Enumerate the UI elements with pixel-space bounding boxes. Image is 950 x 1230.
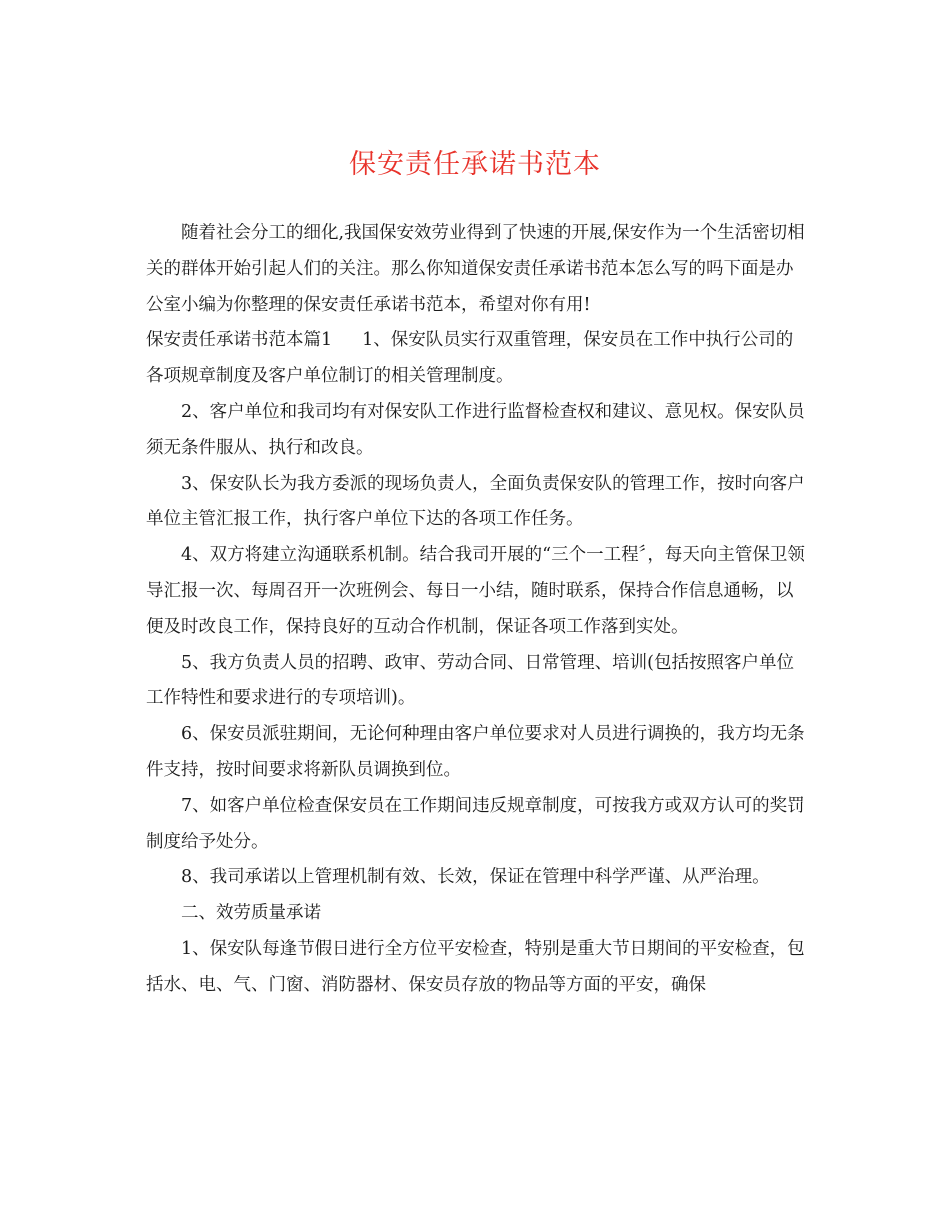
item-7-paragraph: 7、如客户单位检查保安员在工作期间违反规章制度，可按我方或双方认可的奖罚制度给予处分。 (146, 795, 805, 852)
item-6-paragraph: 6、保安员派驻期间，无论何种理由客户单位要求对人员进行调换的，我方均无条件支持，按时间要求将新队员调换到位。 (146, 724, 805, 780)
section-2-heading: 二、效劳质量承诺 (181, 903, 321, 924)
document-title: 保安责任承诺书范本 (349, 149, 601, 180)
section-label: 保安责任承诺书范本篇1 (146, 330, 333, 351)
item-3-paragraph: 3、保安队长为我方委派的现场负责人，全面负责保安队的管理工作，按时向客户单位主管汇报工作，执行客户单位下达的各项工作任务。 (146, 473, 805, 530)
item-2-paragraph: 2、客户单位和我司均有对保安队工作进行监督检查权和建议、意见权。保安队员须无条件服从、执行和改良。 (146, 401, 805, 458)
item-4-paragraph: 4、双方将建立沟通联系机制。结合我司开展的“三个一工程〞，每天向主管保卫领导汇报一次、每周召开一次班例会、每日一小结，随时联系，保持合作信息通畅，以便及时改良工作，保持良好的互动合作机制，保证各项工作落到实处。 (146, 545, 805, 637)
item-1-text: 1、保安队员实行双重管理，保安员在工作中执行公司的各项规章制度及客户单位制订的相关管理制度。 (146, 330, 794, 387)
item-5-paragraph: 5、我方负责人员的招聘、政审、劳动合同、日常管理、培训(包括按照客户单位工作特性和要求进行的专项培训)。 (146, 652, 794, 709)
document-body (146, 216, 806, 1004)
item-2-1-paragraph: 1、保安队每逢节假日进行全方位平安检查，特别是重大节日期间的平安检查，包括水、电、气、门窗、消防器材、保安员存放的物品等方面的平安，确保 (146, 938, 805, 995)
item-8-paragraph: 8、我司承诺以上管理机制有效、长效，保证在管理中科学严谨、从严治理。 (181, 867, 770, 888)
section-1-paragraph (146, 323, 806, 395)
intro-paragraph: 随着社会分工的细化,我国保安效劳业得到了快速的开展,保安作为一个生活密切相关的群体开始引起人们的关注。那么你知道保安责任承诺书范本怎么写的吗下面是办公室小编为你整理的保安责任承诺书范本，希望对你有用! (146, 223, 805, 315)
